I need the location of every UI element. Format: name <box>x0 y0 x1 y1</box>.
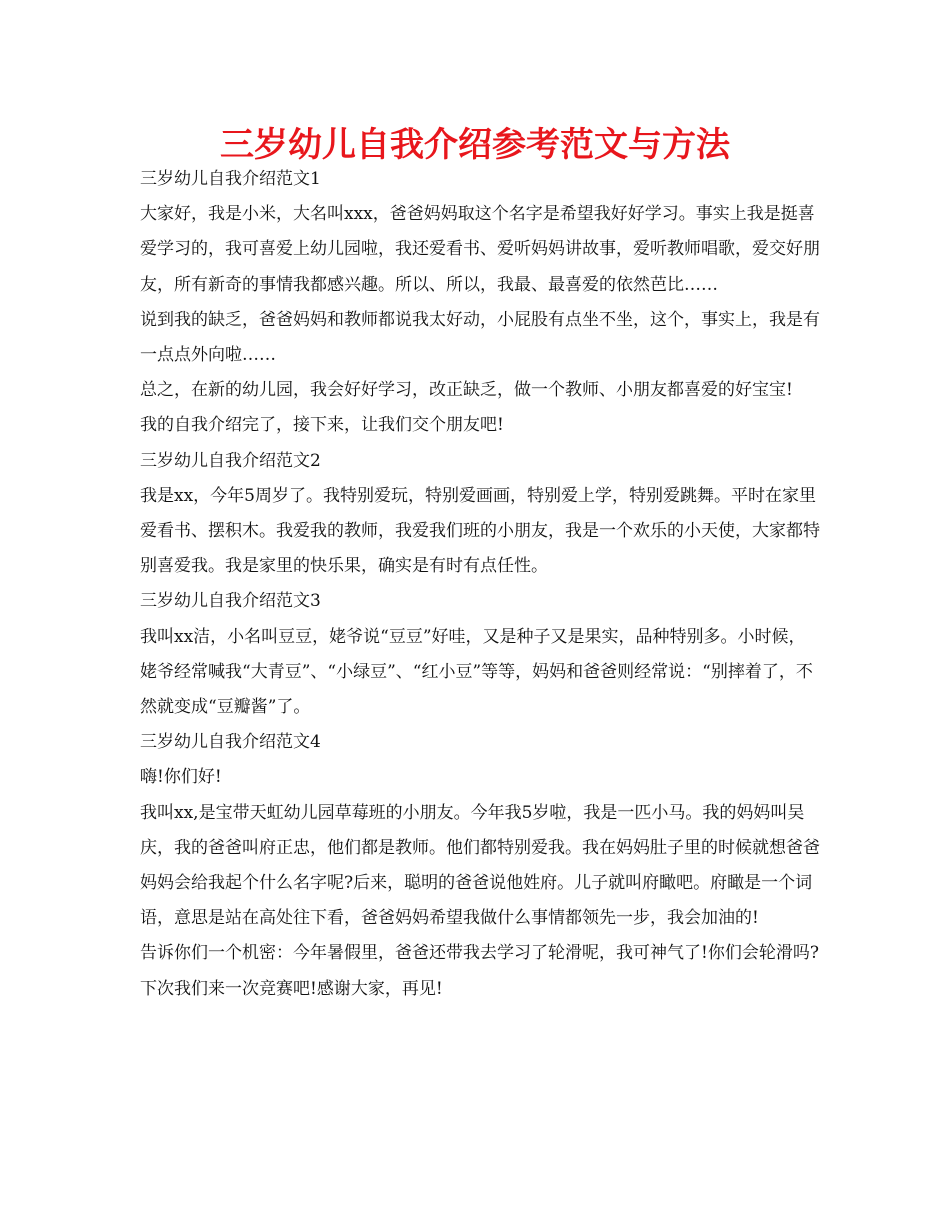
section-heading-4: 三岁幼儿自我介绍范文4 <box>140 732 321 753</box>
paragraph: 我叫xx,是宝带天虹幼儿园草莓班的小朋友。今年我5岁啦，我是一匹小马。我的妈妈叫吴庆，我的爸爸叫府正忠，他们都是教师。他们都特别爱我。我在妈妈肚子里的时候就想爸爸妈妈会给我起个什么名字呢?后来，聪明的爸爸说他姓府。儿子就叫府瞰吧。府瞰是一个词语，意思是站在高处往下看，爸爸妈妈希望我做什么事情都领先一步，我会加油的! <box>140 802 820 929</box>
section-heading-2: 三岁幼儿自我介绍范文2 <box>140 450 321 471</box>
paragraph: 大家好，我是小米，大名叫xxx，爸爸妈妈取这个名字是希望我好好学习。事实上我是挺喜爱学习的，我可喜爱上幼儿园啦，我还爱看书、爱听妈妈讲故事，爱听教师唱歌，爱交好朋友，所有新奇的事情我都感兴趣。所以、所以，我最、最喜爱的依然芭比…… <box>140 204 820 295</box>
section-heading-1: 三岁幼儿自我介绍范文1 <box>140 169 321 189</box>
document-title: 三岁幼儿自我介绍参考范文与方法 <box>220 125 730 165</box>
paragraph: 我的自我介绍完了，接下来，让我们交个朋友吧! <box>140 415 504 436</box>
paragraph: 总之，在新的幼儿园，我会好好学习，改正缺乏，做一个教师、小朋友都喜爱的好宝宝! <box>140 380 793 401</box>
paragraph: 告诉你们一个机密：今年暑假里，爸爸还带我去学习了轮滑呢，我可神气了!你们会轮滑吗?下次我们来一次竞赛吧!感谢大家，再见! <box>140 943 819 999</box>
paragraph: 我叫xx洁，小名叫豆豆，姥爷说“豆豆”好哇，又是种子又是果实，品种特别多。小时候，姥爷经常喊我“大青豆”、“小绿豆”、“红小豆”等等，妈妈和爸爸则经常说：“别摔着了，不然就变成“豆瓣酱”了。 <box>140 626 813 718</box>
section-heading-3: 三岁幼儿自我介绍范文3 <box>140 591 321 612</box>
paragraph: 我是xx，今年5周岁了。我特别爱玩，特别爱画画，特别爱上学，特别爱跳舞。平时在家里爱看书、摆积木。我爱我的教师，我爱我们班的小朋友，我是一个欢乐的小天使，大家都特别喜爱我。我是家里的快乐果，确实是有时有点任性。 <box>140 485 820 577</box>
paragraph: 嗨!你们好! <box>140 767 222 788</box>
document-body <box>140 162 820 1007</box>
paragraph: 说到我的缺乏，爸爸妈妈和教师都说我太好动，小屁股有点坐不坐，这个，事实上，我是有一点点外向啦…… <box>140 309 820 366</box>
